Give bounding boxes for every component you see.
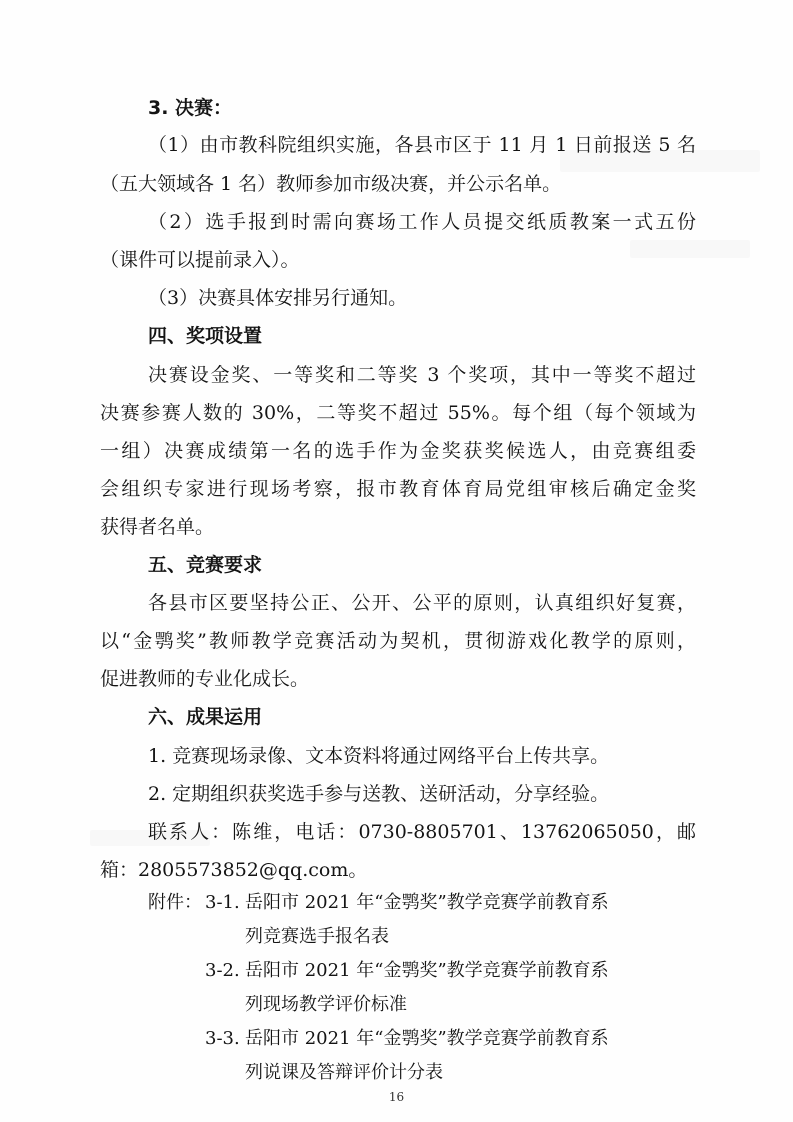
attachment-code-3: 3-3. xyxy=(205,1028,240,1049)
final-item-3: （3）决赛具体安排另行通知。 xyxy=(148,287,408,309)
attachment-title-3: 岳阳市 2021 年“金鹗奖”教学竞赛学前教育系 xyxy=(245,1028,609,1049)
awards-line-2: 决赛参赛人数的 30%，二等奖不超过 55%。每个组（每个领域为 xyxy=(100,402,696,424)
results-heading: 六、成果运用 xyxy=(148,706,263,728)
attachment-title-3-cont: 列说课及答辩评价计分表 xyxy=(245,1062,443,1083)
results-line-1: 1. 竞赛现场录像、文本资料将通过网络平台上传共享。 xyxy=(148,745,610,767)
results-line-2: 2. 定期组织获奖选手参与送教、送研活动，分享经验。 xyxy=(148,783,610,805)
requirements-line-2: 以“金鹗奖”教师教学竞赛活动为契机，贯彻游戏化教学的原则， xyxy=(100,630,696,652)
awards-line-3: 一组）决赛成绩第一名的选手作为金奖获奖候选人，由竞赛组委 xyxy=(100,440,696,462)
attachment-title-2: 岳阳市 2021 年“金鹗奖”教学竞赛学前教育系 xyxy=(245,960,609,981)
attachment-title-2-cont: 列现场教学评价标准 xyxy=(245,994,407,1015)
final-item-2: （2）选手报到时需向赛场工作人员提交纸质教案一式五份 xyxy=(148,211,696,233)
attachment-code-2: 3-2. xyxy=(205,960,240,981)
final-item-1: （1）由市教科院组织实施，各县市区于 11 月 1 日前报送 5 名 xyxy=(148,134,696,156)
show-through-shadow xyxy=(630,240,750,258)
awards-line-1: 决赛设金奖、一等奖和二等奖 3 个奖项，其中一等奖不超过 xyxy=(148,364,696,386)
awards-line-5: 获得者名单。 xyxy=(100,516,215,538)
awards-line-4: 会组织专家进行现场考察，报市教育体育局党组审核后确定金奖 xyxy=(100,478,696,500)
final-item-2-cont: （课件可以提前录入）。 xyxy=(100,249,300,271)
attachment-title-1: 岳阳市 2021 年“金鹗奖”教学竞赛学前教育系 xyxy=(245,892,609,913)
requirements-line-1: 各县市区要坚持公正、公开、公平的原则，认真组织好复赛， xyxy=(148,592,696,614)
page-number: 16 xyxy=(388,1090,405,1104)
final-item-1-cont: （五大领域各 1 名）教师参加市级决赛，并公示名单。 xyxy=(100,173,562,195)
awards-heading: 四、奖项设置 xyxy=(148,325,263,347)
contact-line-1: 联系人：陈维，电话：0730-8805701、13762065050，邮 xyxy=(148,821,696,843)
requirements-heading: 五、竞赛要求 xyxy=(148,554,263,576)
attachment-title-1-cont: 列竞赛选手报名表 xyxy=(245,926,389,947)
attachment-code-1: 3-1. xyxy=(205,892,240,913)
attachments-label: 附件： xyxy=(148,892,202,913)
contact-line-2: 箱：2805573852@qq.com。 xyxy=(100,859,368,881)
final-heading: 3. 决赛： xyxy=(148,97,233,119)
requirements-line-3: 促进教师的专业化成长。 xyxy=(100,668,310,690)
